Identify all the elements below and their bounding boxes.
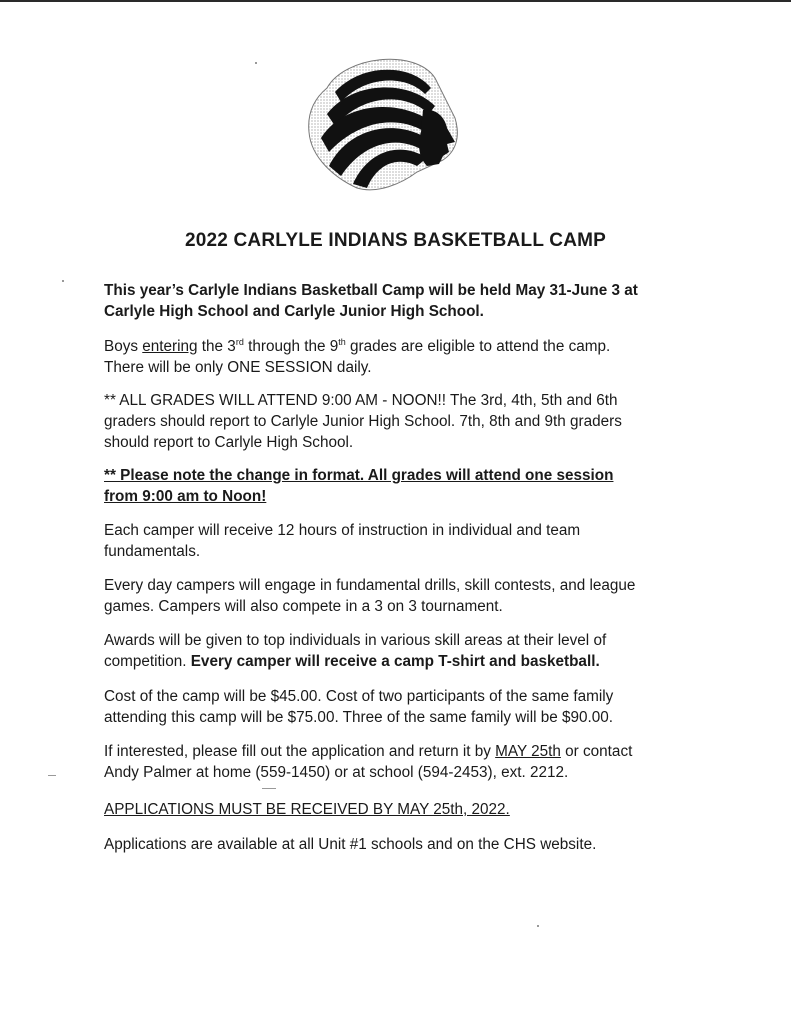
cost-line-2: attending this camp will be $75.00. Three of the same family will be $90.00. bbox=[104, 709, 614, 726]
instruction-line-2: fundamentals. bbox=[104, 543, 201, 560]
indians-headdress-logo bbox=[305, 48, 465, 196]
headdress-icon bbox=[305, 48, 465, 196]
daily-activities-paragraph bbox=[104, 575, 664, 617]
attendance-paragraph bbox=[104, 390, 664, 453]
deadline-notice: APPLICATIONS MUST BE RECEIVED BY MAY 25th, 2022. bbox=[104, 801, 510, 818]
awards-line-2: competition. Every camper will receive a camp T-shirt and basketball. bbox=[104, 653, 600, 670]
eligibility-line-1: Boys entering the 3rd through the 9th grades are eligible to attend the camp. bbox=[104, 336, 611, 355]
awards-line-1: Awards will be given to top individuals in various skill areas at their level of bbox=[104, 632, 607, 649]
contact-line-2: Andy Palmer at home (559-1450) or at school (594-2453), ext. 2212. bbox=[104, 764, 569, 781]
scan-speck bbox=[255, 62, 257, 64]
awards-paragraph bbox=[104, 630, 664, 672]
instruction-paragraph bbox=[104, 520, 664, 562]
scan-speck bbox=[262, 788, 276, 789]
intro-line-1: This year’s Carlyle Indians Basketball Camp will be held May 31-June 3 at bbox=[104, 282, 638, 299]
format-note-paragraph bbox=[104, 465, 664, 507]
instruction-line-1: Each camper will receive 12 hours of instruction in individual and team bbox=[104, 522, 581, 539]
attendance-line-3: should report to Carlyle High School. bbox=[104, 434, 354, 451]
scan-speck bbox=[62, 280, 64, 282]
format-note-line-2: from 9:00 am to Noon! bbox=[104, 488, 267, 505]
intro-line-2: Carlyle High School and Carlyle Junior High School. bbox=[104, 303, 484, 320]
cost-line-1: Cost of the camp will be $45.00. Cost of two participants of the same family bbox=[104, 688, 614, 705]
scan-speck bbox=[537, 925, 539, 927]
scan-top-edge bbox=[0, 0, 791, 2]
intro-paragraph bbox=[104, 280, 664, 322]
attendance-line-1: ** ALL GRADES WILL ATTEND 9:00 AM - NOON!! The 3rd, 4th, 5th and 6th bbox=[104, 392, 618, 409]
eligibility-paragraph bbox=[104, 336, 664, 378]
contact-line-1: If interested, please fill out the application and return it by MAY 25th or contact bbox=[104, 743, 633, 760]
contact-paragraph bbox=[104, 741, 664, 783]
daily-line-2: games. Campers will also compete in a 3 on 3 tournament. bbox=[104, 598, 503, 615]
cost-paragraph bbox=[104, 686, 664, 728]
availability-note: Applications are available at all Unit #1 schools and on the CHS website. bbox=[104, 836, 597, 853]
attendance-line-2: graders should report to Carlyle Junior High School. 7th, 8th and 9th graders bbox=[104, 413, 622, 430]
daily-line-1: Every day campers will engage in fundamental drills, skill contests, and league bbox=[104, 577, 636, 594]
page-title: 2022 CARLYLE INDIANS BASKETBALL CAMP bbox=[184, 230, 607, 251]
format-note-line-1: ** Please note the change in format. All grades will attend one session bbox=[104, 467, 614, 484]
scan-speck bbox=[48, 775, 56, 776]
eligibility-line-2: There will be only ONE SESSION daily. bbox=[104, 359, 372, 376]
